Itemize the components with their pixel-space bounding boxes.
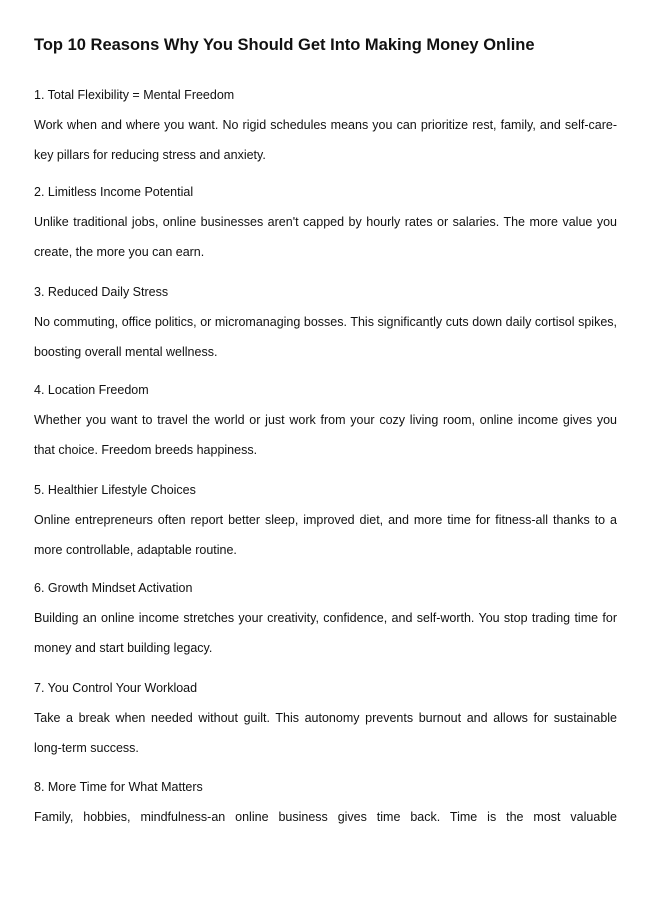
reason-body: Whether you want to travel the world or just work from your cozy living room, online income gives you that choice. Freedom breeds happiness. [34,413,617,457]
reason-section-2 [34,183,617,267]
reason-section-5 [34,481,617,565]
reason-heading: 7. You Control Your Workload [34,681,198,695]
reason-body: No commuting, office politics, or micromanaging bosses. This significantly cuts down daily cortisol spikes, boosting overall mental wellness. [34,315,617,359]
reason-heading: 6. Growth Mindset Activation [34,581,193,595]
reason-heading: 5. Healthier Lifestyle Choices [34,483,196,497]
reason-section-7 [34,679,617,763]
reason-body: Unlike traditional jobs, online businesses aren't capped by hourly rates or salaries. The more value you create, the more you can earn. [34,215,617,259]
reason-heading: 8. More Time for What Matters [34,780,203,794]
reason-body: Building an online income stretches your creativity, confidence, and self-worth. You stop trading time for money and start building legacy. [34,611,617,655]
reason-body: Take a break when needed without guilt. This autonomy prevents burnout and allows for sustainable long-term success. [34,711,617,755]
reason-section-1 [34,86,617,170]
reason-heading: 2. Limitless Income Potential [34,185,194,199]
reason-section-3 [34,283,617,367]
reason-section-4 [34,381,617,465]
reason-heading: 1. Total Flexibility = Mental Freedom [34,88,235,102]
reason-section-6 [34,579,617,663]
reason-heading: 3. Reduced Daily Stress [34,285,169,299]
reason-body: Family, hobbies, mindfulness-an online business gives time back. Time is the most valuable [34,810,617,824]
reason-section-8 [34,778,617,832]
reason-heading: 4. Location Freedom [34,383,149,397]
reason-body: Online entrepreneurs often report better sleep, improved diet, and more time for fitness-all thanks to a more controllable, adaptable routine. [34,513,617,557]
reason-body: Work when and where you want. No rigid schedules means you can prioritize rest, family, and self-care-key pillars for reducing stress and anxiety. [34,118,617,162]
document-title: Top 10 Reasons Why You Should Get Into Making Money Online [34,36,535,54]
